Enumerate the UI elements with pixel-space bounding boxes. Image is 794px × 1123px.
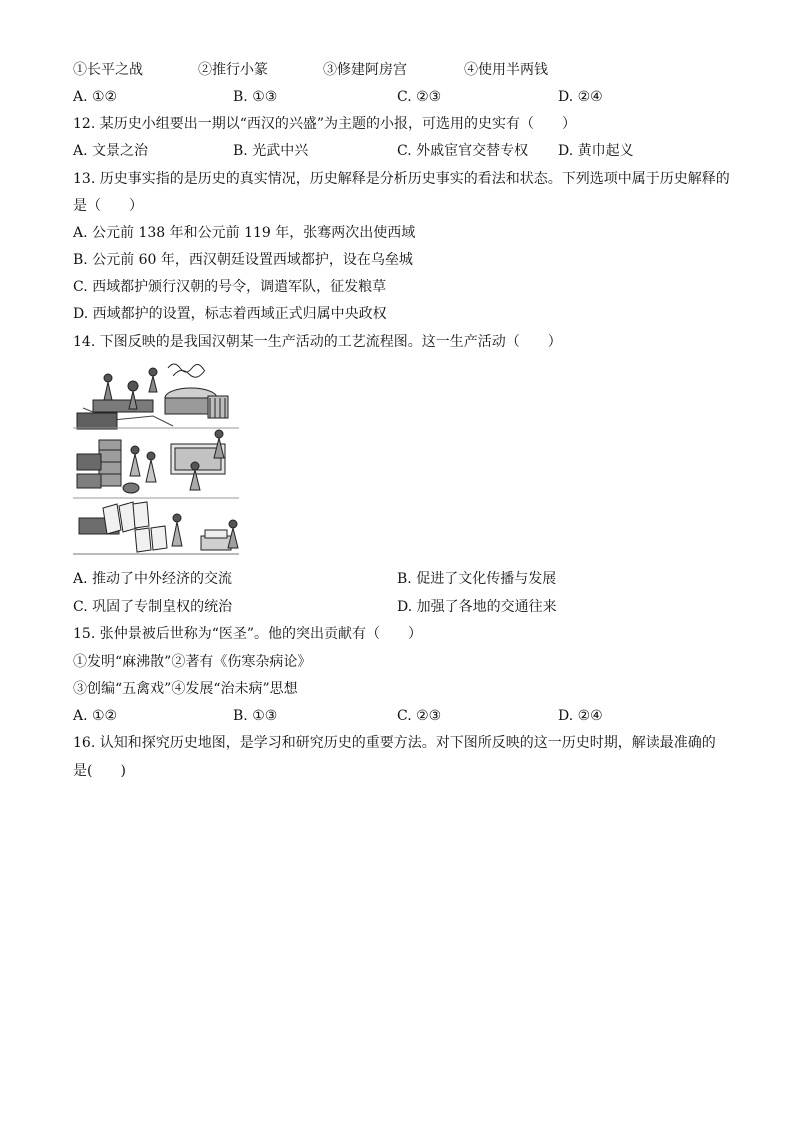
q13-option-b: B. 公元前 60 年，西汉朝廷设置西域都护，设在乌垒城 — [73, 252, 413, 268]
q11-item-4: ④使用半两钱 — [464, 62, 548, 78]
q15-option-b: B. ①③ — [233, 708, 278, 724]
q15-option-d: D. ②④ — [558, 708, 603, 724]
q16-stem-line2: 是( ) — [73, 763, 126, 779]
q12-stem: 12. 某历史小组要出一期以“西汉的兴盛”为主题的小报，可选用的史实有（ ） — [73, 116, 577, 132]
q11-option-a: A. ①② — [73, 89, 118, 105]
q15-items-line2: ③创编“五禽戏”④发展“治未病”思想 — [73, 681, 298, 697]
q11-item-3: ③修建阿房宫 — [323, 62, 407, 78]
q14-option-d: D. 加强了各地的交通往来 — [397, 599, 557, 615]
q12-option-a: A. 文景之治 — [73, 143, 149, 159]
q13-stem-line2: 是（ ） — [73, 198, 143, 214]
q15-stem: 15. 张仲景被后世称为“医圣”。他的突出贡献有（ ） — [73, 626, 423, 642]
q12-option-c: C. 外戚宦官交替专权 — [397, 143, 529, 159]
papermaking-process-illustration — [73, 358, 239, 560]
q12-option-d: D. 黄巾起义 — [558, 143, 634, 159]
q11-item-1: ①长平之战 — [73, 62, 143, 78]
q14-option-a: A. 推动了中外经济的交流 — [73, 571, 233, 587]
q11-item-2: ②推行小篆 — [198, 62, 268, 78]
q15-option-c: C. ②③ — [397, 708, 442, 724]
q13-option-d: D. 西域都护的设置，标志着西域正式归属中央政权 — [73, 306, 387, 322]
q12-option-b: B. 光武中兴 — [233, 143, 309, 159]
q15-items-line1: ①发明“麻沸散”②著有《伤寒杂病论》 — [73, 654, 312, 670]
q14-stem: 14. 下图反映的是我国汉朝某一生产活动的工艺流程图。这一生产活动（ ） — [73, 334, 562, 350]
q14-option-c: C. 巩固了专制皇权的统治 — [73, 599, 233, 615]
q11-option-c: C. ②③ — [397, 89, 442, 105]
q14-option-b: B. 促进了文化传播与发展 — [397, 571, 557, 587]
q11-option-d: D. ②④ — [558, 89, 603, 105]
q13-option-c: C. 西域都护颁行汉朝的号令，调遣军队，征发粮草 — [73, 279, 387, 295]
q15-option-a: A. ①② — [73, 708, 118, 724]
q11-option-b: B. ①③ — [233, 89, 278, 105]
q13-stem-line1: 13. 历史事实指的是历史的真实情况，历史解释是分析历史事实的看法和状态。下列选项中属于历史解释的 — [73, 171, 730, 187]
q13-option-a: A. 公元前 138 年和公元前 119 年，张骞两次出使西域 — [73, 225, 416, 241]
q16-stem-line1: 16. 认知和探究历史地图，是学习和研究历史的重要方法。对下图所反映的这一历史时期，解读最准确的 — [73, 735, 716, 751]
